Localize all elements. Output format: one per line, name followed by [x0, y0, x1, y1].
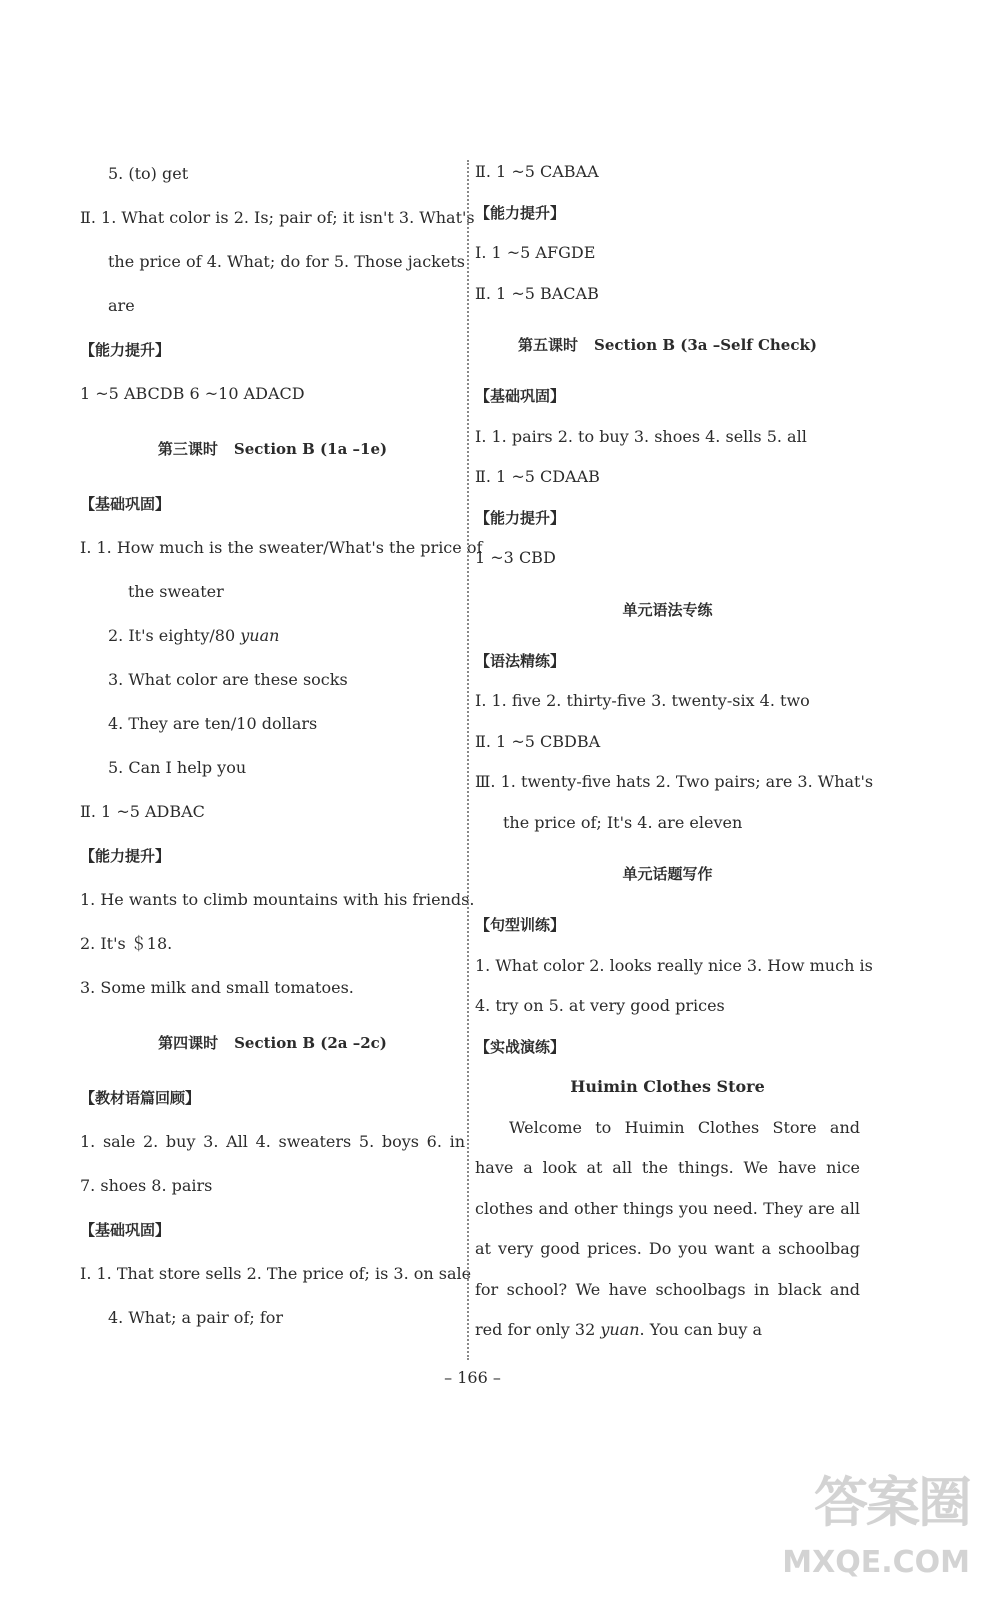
lesson-title: [80, 1010, 465, 1076]
unit-title: 单元语法专练: [622, 600, 713, 619]
section-header: 【基础巩固】: [475, 387, 566, 405]
watermark-text: 答案圈: [814, 1471, 970, 1534]
lesson-title: [80, 416, 465, 482]
essay-text: Welcome to Huimin Clothes Store and have a look at all the things. We have nice clothes and other things you need. They are all at very good prices. Do you want a schoolbag for school? We have schoolbags in black and red for only 32: [475, 1117, 860, 1339]
answer-line: Ⅱ. 1 ~5 CABAA: [475, 162, 599, 181]
answer-line: 1. sale 2. buy 3. All 4. sweaters 5. boys 6. in: [80, 1132, 465, 1151]
lesson-title-cn: 第四课时: [158, 1034, 219, 1052]
answer-line: 5. (to) get: [108, 164, 189, 183]
answer-line: Ⅲ. 1. twenty-five hats 2. Two pairs; are 3. What's: [475, 772, 874, 791]
watermark-logo: [782, 1450, 970, 1580]
answer-item: 5. Those jackets: [333, 252, 465, 271]
answer-line: Ⅰ. 1. five 2. thirty-five 3. twenty-six 4. two: [475, 691, 810, 710]
section-header: 【基础巩固】: [80, 495, 171, 513]
section-header: 【教材语篇回顾】: [80, 1089, 201, 1107]
answer-line: Ⅰ. 1. How much is the sweater/What's the price of: [80, 538, 483, 557]
answer-line: Ⅰ. 1. That store sells 2. The price of; is 3. on sale: [80, 1264, 472, 1283]
answer-line: [80, 614, 465, 658]
right-column: [475, 152, 874, 1351]
watermark-url: MXQE.COM: [782, 1545, 970, 1580]
answer-item: 2. It's eighty/80: [108, 626, 241, 645]
answer-line: [80, 196, 475, 240]
answer-line: Ⅱ. 1 ~5 BACAB: [475, 283, 599, 303]
essay-text: . You can buy a: [639, 1320, 763, 1339]
answer-line: 1 ~3 CBD: [475, 548, 556, 567]
answer-line: 3. What color are these socks: [108, 670, 348, 689]
section-header: 【基础巩固】: [80, 1221, 171, 1239]
lesson-title: [475, 314, 860, 376]
answer-item: 2. Is; pair of; it isn't: [233, 208, 394, 227]
lesson-title-cn: 第五课时: [518, 336, 579, 354]
essay-paragraph: [475, 1108, 860, 1351]
unit-title: 单元话题写作: [622, 865, 713, 883]
answer-item-italic: yuan: [240, 626, 280, 645]
answer-line: Ⅰ. 1 ~5 AFGDE: [475, 243, 596, 262]
answer-line: Ⅱ. 1 ~5 CDAAB: [475, 467, 600, 486]
lesson-title-en: Section B (2a –2c): [234, 1034, 387, 1052]
answer-line: Ⅱ. 1 ~5 CBDBA: [475, 731, 601, 751]
lesson-title-cn: 第三课时: [157, 440, 218, 458]
answer-item: 3. What's: [398, 208, 475, 227]
lesson-title-en: Section B (1a –1e): [233, 440, 388, 458]
left-column: [80, 152, 483, 1340]
answer-line: the price of; It's 4. are eleven: [503, 812, 743, 832]
section-header: 【句型训练】: [475, 916, 566, 934]
answer-line: 5. Can I help you: [108, 758, 247, 777]
answer-item: the price of: [108, 252, 202, 271]
answer-line: 1 ~5 ABCDB 6 ~10 ADACD: [80, 384, 305, 403]
answer-line: 4. They are ten/10 dollars: [108, 714, 318, 733]
essay-text-italic: yuan: [600, 1320, 640, 1339]
section-header: 【能力提升】: [80, 847, 171, 865]
column-divider: [467, 160, 469, 1360]
answer-line: the sweater: [128, 582, 224, 601]
answer-item: Ⅱ. 1. What color is: [80, 208, 229, 227]
answer-line: Ⅰ. 1. pairs 2. to buy 3. shoes 4. sells 5. all: [475, 426, 807, 446]
answer-line: 1. He wants to climb mountains with his friends.: [80, 890, 475, 909]
answer-item: 4. What; do for: [206, 252, 329, 271]
answer-line: 3. Some milk and small tomatoes.: [80, 978, 354, 997]
lesson-title-en: Section B (3a –Self Check): [594, 336, 817, 354]
answer-line: 1. What color 2. looks really nice 3. How much is: [475, 955, 873, 975]
essay-title: Huimin Clothes Store: [570, 1077, 765, 1096]
section-header: 【语法精练】: [475, 651, 566, 670]
section-header: 【能力提升】: [475, 508, 566, 527]
answer-line: [80, 240, 465, 284]
page-number: – 166 –: [444, 1368, 501, 1387]
answer-line: 7. shoes 8. pairs: [80, 1176, 213, 1195]
answer-line: 4. What; a pair of; for: [108, 1308, 284, 1327]
answer-line: 4. try on 5. at very good prices: [475, 996, 725, 1015]
section-header: 【实战演练】: [475, 1037, 566, 1056]
answer-line: 2. It's ＄18.: [80, 934, 173, 953]
answer-line: Ⅱ. 1 ~5 ADBAC: [80, 802, 205, 821]
section-header: 【能力提升】: [80, 341, 171, 359]
answer-line: are: [108, 296, 135, 315]
section-header: 【能力提升】: [475, 203, 566, 222]
